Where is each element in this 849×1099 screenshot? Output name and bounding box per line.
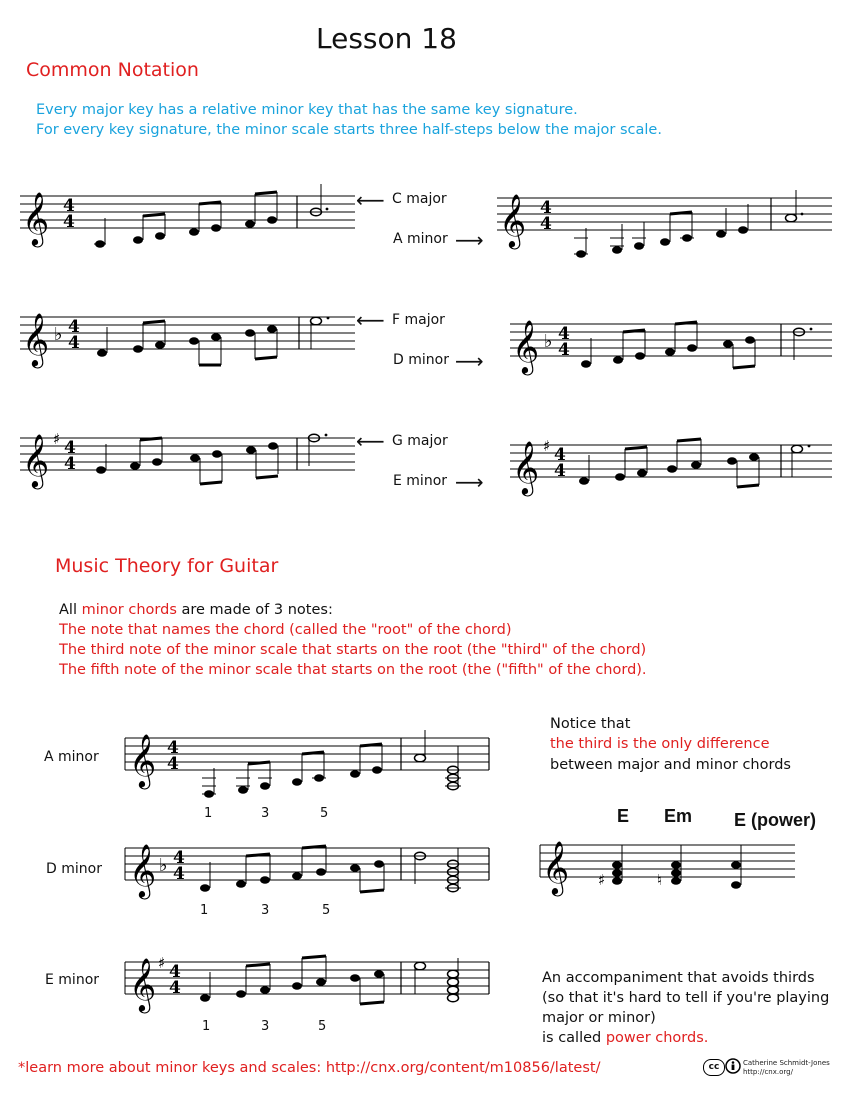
svg-text:4: 4 (554, 445, 566, 465)
svg-text:4: 4 (64, 438, 76, 458)
chord-compare-staff (540, 839, 802, 899)
svg-text:4: 4 (169, 978, 181, 998)
guitar-point-3: The fifth note of the minor scale that starts on the root (the ("fifth" of the chord). (59, 662, 647, 678)
label-f-major: F major (392, 312, 445, 328)
treble-clef-icon: 𝄞 (512, 319, 540, 373)
chord-name-em: Em (664, 806, 693, 826)
staff-g-major (20, 432, 360, 502)
arrow-right-icon: ⟶ (455, 349, 484, 373)
treble-clef-icon: 𝄞 (129, 957, 157, 1011)
chord-staff-e-minor (125, 956, 495, 1031)
arrow-left-icon: ⟵ (356, 308, 385, 332)
label-d-minor: D minor (393, 352, 449, 368)
chord-staff-d-minor (125, 842, 495, 917)
chord-label-e-minor: E minor (45, 972, 100, 988)
degree-label: 1 (200, 903, 209, 918)
guitar-heading: Music Theory for Guitar (55, 555, 279, 577)
accompaniment-line-1: An accompaniment that avoids thirds (542, 970, 815, 986)
arrow-right-icon: ⟶ (455, 228, 484, 252)
svg-text:4: 4 (167, 738, 179, 758)
chord-staff-a-minor (125, 732, 495, 807)
notice-line-1: Notice that (550, 716, 631, 732)
svg-text:♯: ♯ (53, 430, 61, 448)
creative-commons-icon: cc (703, 1059, 725, 1076)
guitar-intro: All minor chords are made of 3 notes: (59, 602, 333, 618)
svg-text:4: 4 (169, 962, 181, 982)
accompaniment-line-2: (so that it's hard to tell if you're playing (542, 990, 830, 1006)
chord-label-d-minor: D minor (46, 861, 102, 877)
label-a-minor: A minor (393, 231, 448, 247)
treble-clef-icon: 𝄞 (22, 312, 50, 366)
treble-clef-icon: 𝄞 (129, 733, 157, 787)
guitar-point-1: The note that names the chord (called the "root" of the chord) (59, 622, 512, 638)
treble-clef-icon: 𝄞 (542, 840, 570, 894)
page-title: Lesson 18 (316, 22, 457, 55)
svg-text:♯: ♯ (598, 871, 606, 889)
staff-a-minor (497, 192, 837, 262)
treble-clef-icon: 𝄞 (129, 843, 157, 897)
svg-text:4: 4 (558, 324, 570, 344)
staff-e-minor (510, 439, 840, 509)
intro-line-1: Every major key has a relative minor key that has the same key signature. (36, 102, 578, 118)
svg-text:♯: ♯ (158, 954, 166, 972)
svg-text:4: 4 (64, 454, 76, 474)
degree-label: 3 (261, 903, 270, 918)
degree-label: 3 (261, 806, 270, 821)
footer-link[interactable]: *learn more about minor keys and scales: http://cnx.org/content/m10856/latest/ (18, 1060, 601, 1076)
degree-label: 1 (204, 806, 213, 821)
degree-label: 5 (320, 806, 329, 821)
svg-text:4: 4 (63, 212, 75, 232)
svg-text:4: 4 (68, 317, 80, 337)
svg-text:4: 4 (68, 333, 80, 353)
degree-label: 1 (202, 1019, 211, 1034)
guitar-point-2: The third note of the minor scale that starts on the root (the "third" of the chord) (59, 642, 647, 658)
svg-text:♭: ♭ (54, 324, 63, 345)
label-g-major: G major (392, 433, 448, 449)
svg-text:♭: ♭ (544, 331, 553, 352)
treble-clef-icon: 𝄞 (512, 440, 540, 494)
chord-name-e-power: E (power) (734, 810, 817, 830)
svg-text:4: 4 (173, 848, 185, 868)
label-e-minor: E minor (393, 473, 448, 489)
svg-text:♮: ♮ (657, 871, 663, 889)
svg-text:4: 4 (540, 198, 552, 218)
treble-clef-icon: 𝄞 (499, 193, 527, 247)
staff-f-major (20, 311, 360, 381)
label-c-major: C major (392, 191, 447, 207)
chord-label-a-minor: A minor (44, 749, 99, 765)
chord-name-e: E (617, 806, 630, 826)
treble-clef-icon: 𝄞 (22, 433, 50, 487)
degree-label: 3 (261, 1019, 270, 1034)
svg-text:4: 4 (554, 461, 566, 481)
degree-label: 5 (322, 903, 331, 918)
svg-text:4: 4 (63, 196, 75, 216)
svg-text:4: 4 (540, 214, 552, 234)
notice-line-2: the third is the only difference (550, 736, 770, 752)
svg-text:♯: ♯ (543, 437, 551, 455)
arrow-right-icon: ⟶ (455, 470, 484, 494)
notice-line-3: between major and minor chords (550, 757, 791, 773)
svg-text:4: 4 (167, 754, 179, 774)
svg-text:4: 4 (558, 340, 570, 360)
staff-c-major (20, 190, 360, 260)
staff-d-minor (510, 318, 840, 388)
credit-url[interactable]: http://cnx.org/ (743, 1068, 793, 1076)
arrow-left-icon: ⟵ (356, 429, 385, 453)
accompaniment-line-4: is called power chords. (542, 1030, 709, 1046)
credit-author: Catherine Schmidt-Jones (743, 1059, 830, 1067)
arrow-left-icon: ⟵ (356, 188, 385, 212)
svg-text:4: 4 (173, 864, 185, 884)
common-notation-heading: Common Notation (26, 59, 199, 81)
degree-label: 5 (318, 1019, 327, 1034)
intro-line-2: For every key signature, the minor scale starts three half-steps below the major scale. (36, 122, 662, 138)
accompaniment-line-3: major or minor) (542, 1010, 656, 1026)
treble-clef-icon: 𝄞 (22, 191, 50, 245)
attribution-icon (725, 1058, 741, 1074)
svg-text:♭: ♭ (159, 855, 168, 876)
